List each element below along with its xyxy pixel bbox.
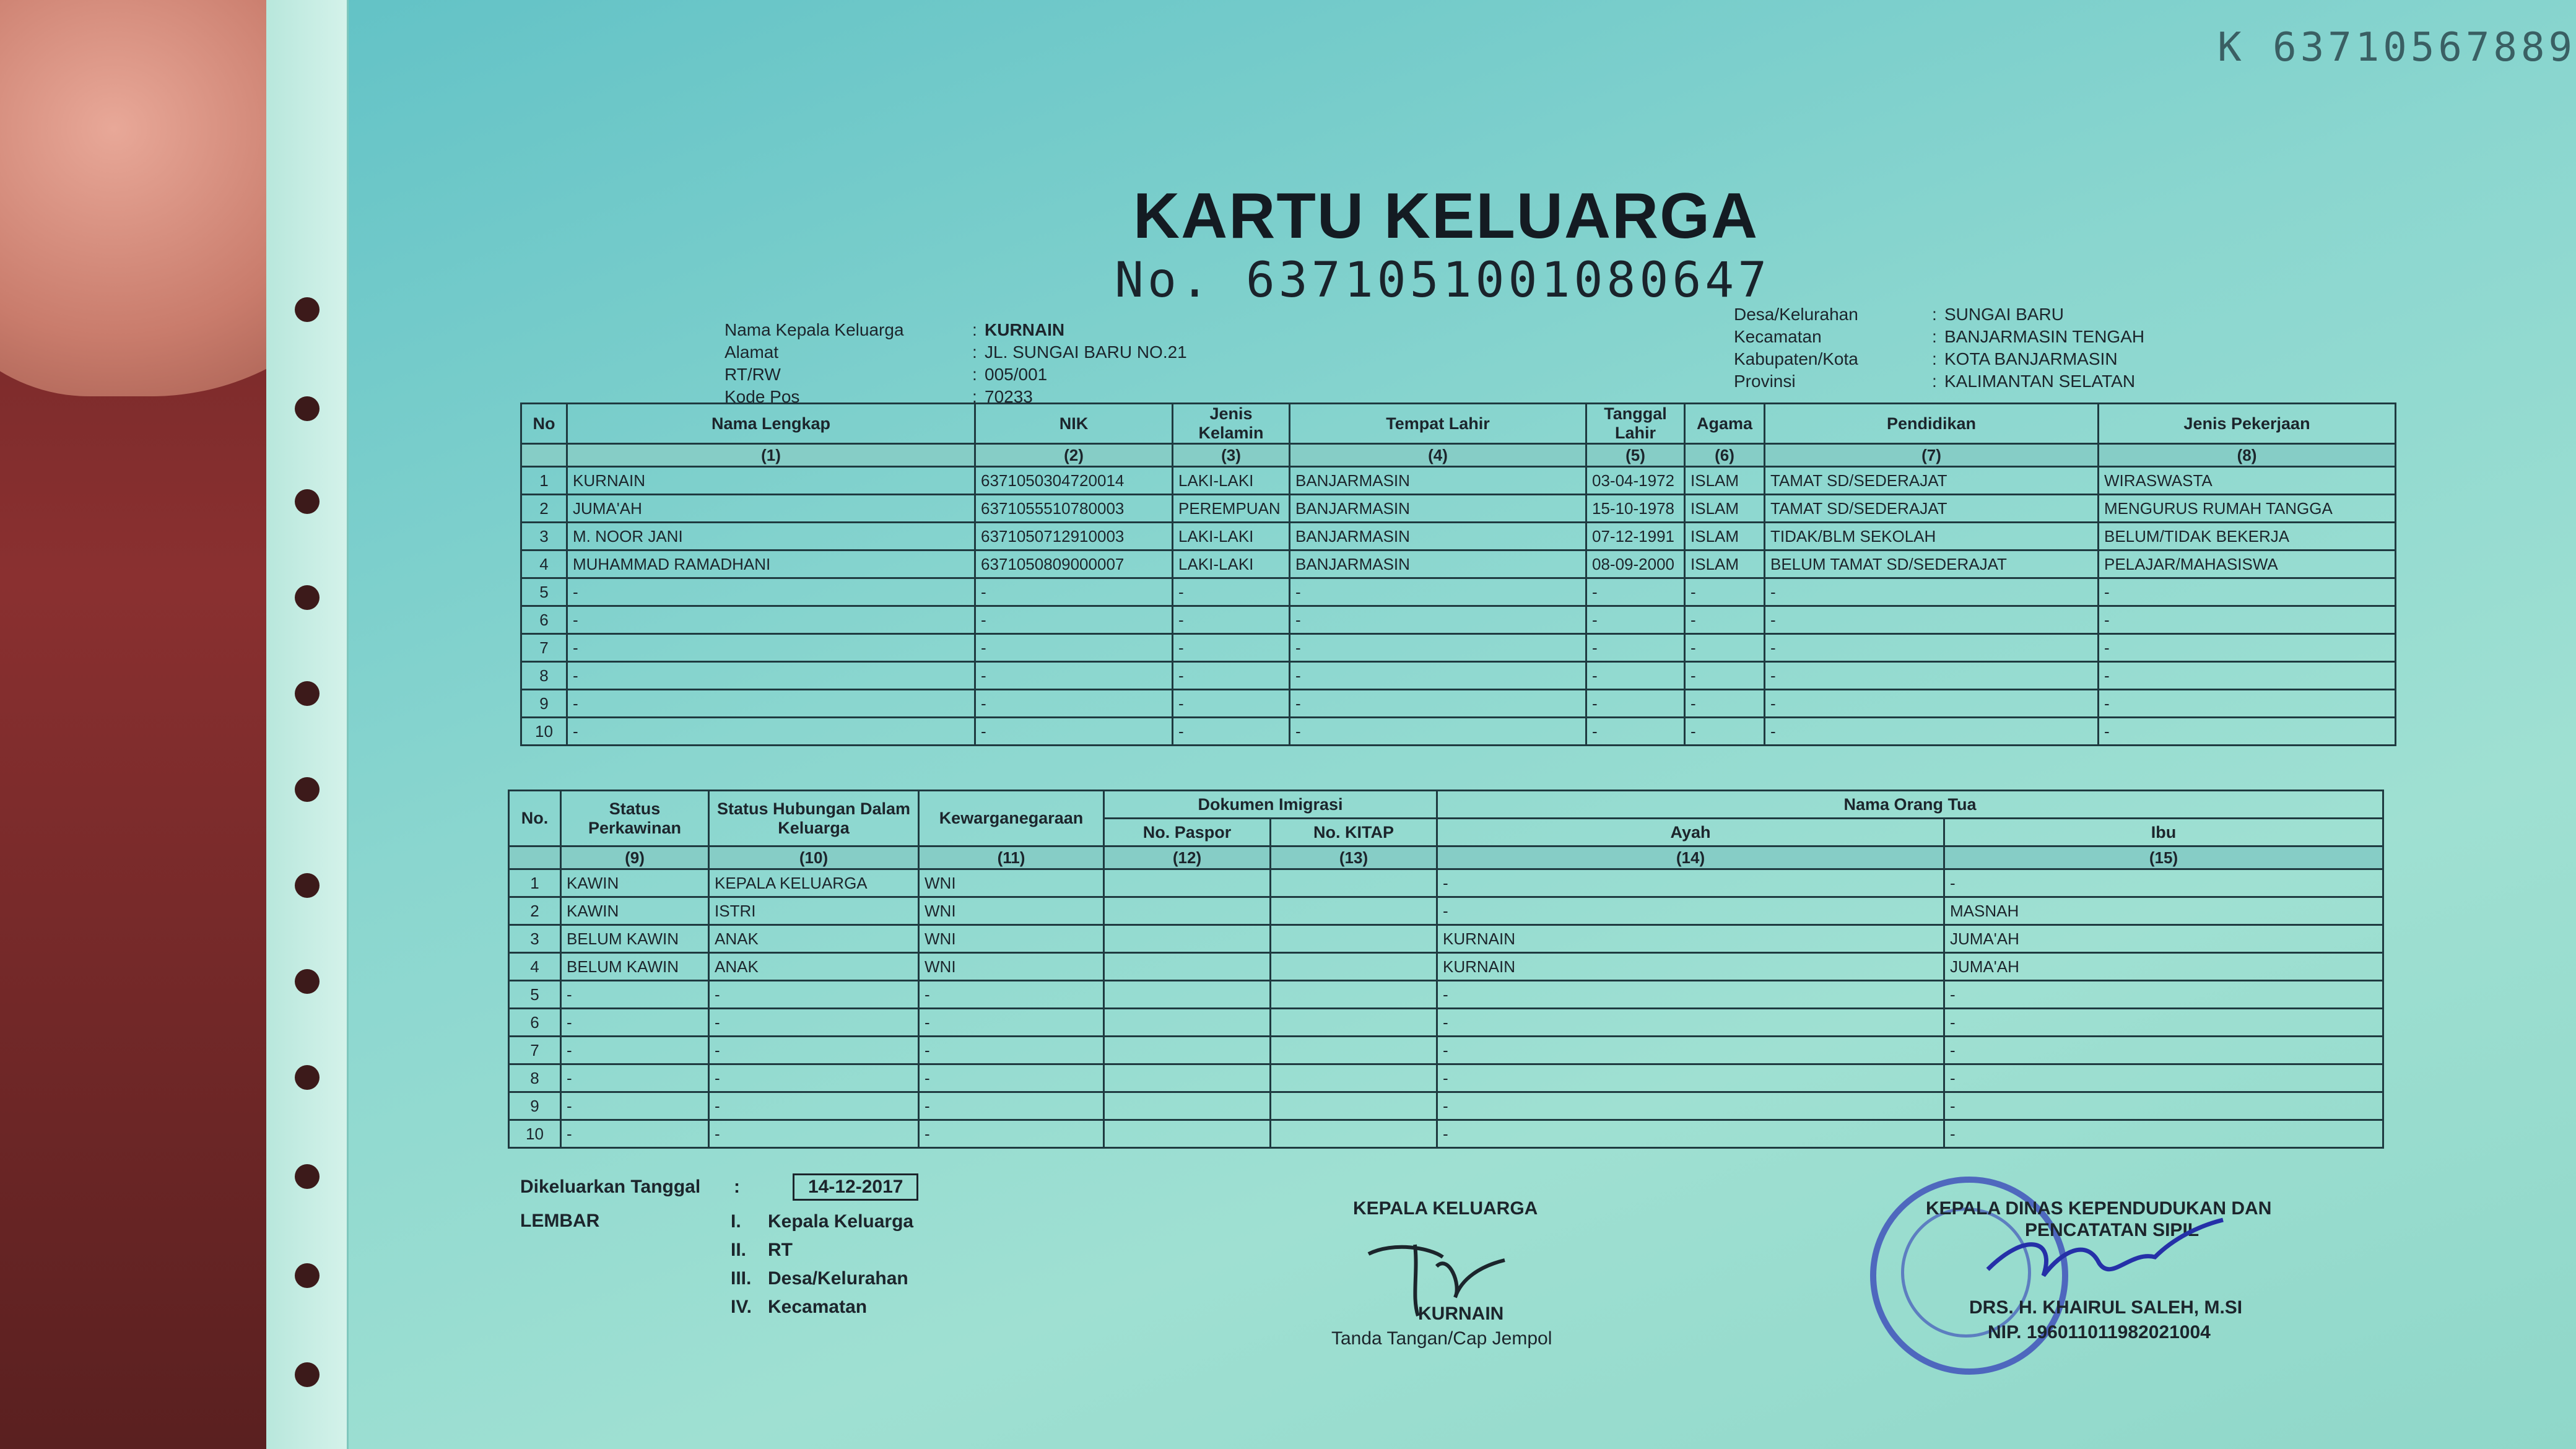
table-cell: -: [1173, 634, 1290, 662]
table-cell: -: [1290, 606, 1586, 634]
table-cell: -: [1586, 578, 1685, 606]
table-cell: [1104, 925, 1271, 953]
issued-date: 14-12-2017: [793, 1173, 918, 1201]
table-cell: ISTRI: [709, 897, 919, 925]
status-parents-table: [508, 790, 2384, 1149]
table-cell: -: [567, 634, 975, 662]
table-cell: 6: [521, 606, 567, 634]
official-nip: NIP. 196011011982021004: [1988, 1322, 2211, 1342]
table-cell: -: [1944, 1120, 2383, 1148]
table-row: [521, 495, 2396, 523]
table-cell: -: [919, 981, 1104, 1009]
table-cell: -: [709, 1092, 919, 1120]
table-cell: JUMA'AH: [1944, 925, 2383, 953]
table-cell: -: [567, 578, 975, 606]
table-cell: -: [1586, 690, 1685, 718]
table-cell: -: [919, 1009, 1104, 1037]
header-value: 005/001: [985, 365, 1048, 384]
table-cell: -: [1944, 1009, 2383, 1037]
tractor-feed-strip: [266, 0, 349, 1449]
col-header: Pendidikan: [1765, 404, 2099, 444]
table-row: [521, 550, 2396, 578]
table-cell: -: [1685, 662, 1765, 690]
header-label: Kode Pos: [724, 387, 800, 406]
table-cell: -: [1685, 718, 1765, 746]
table-row: [521, 662, 2396, 690]
col-number: (3): [1173, 444, 1290, 467]
table-cell: TAMAT SD/SEDERAJAT: [1765, 495, 2099, 523]
table-cell: BELUM KAWIN: [561, 953, 709, 981]
table-cell: -: [709, 1120, 919, 1148]
table-cell: -: [561, 1120, 709, 1148]
header-value: KALIMANTAN SELATAN: [1944, 372, 2136, 391]
table-cell: -: [2099, 662, 2396, 690]
table-cell: -: [709, 1064, 919, 1092]
table-cell: WNI: [919, 925, 1104, 953]
col-number: (1): [567, 444, 975, 467]
table-cell: -: [1685, 690, 1765, 718]
header-label: Alamat: [724, 342, 779, 362]
lembar-num: III.: [731, 1268, 752, 1289]
col-number: (12): [1104, 846, 1271, 869]
header-value: SUNGAI BARU: [1944, 305, 2064, 324]
table-cell: -: [1437, 869, 1944, 897]
lembar-num: IV.: [731, 1297, 752, 1317]
table-cell: ISLAM: [1685, 467, 1765, 495]
col-header: Ibu: [1944, 819, 2383, 846]
table-cell: 6371050304720014: [975, 467, 1173, 495]
header-row: RT/RW : 005/001: [724, 363, 1187, 386]
col-header: Jenis Kelamin: [1173, 404, 1290, 444]
col-number: [509, 846, 561, 869]
table-cell: KEPALA KELUARGA: [709, 869, 919, 897]
table-cell: PEREMPUAN: [1173, 495, 1290, 523]
table-cell: BELUM/TIDAK BEKERJA: [2099, 523, 2396, 550]
table-cell: 8: [521, 662, 567, 690]
table-row: [521, 718, 2396, 746]
table-row: [521, 606, 2396, 634]
col-number: [521, 444, 567, 467]
table-cell: BANJARMASIN: [1290, 523, 1586, 550]
table-cell: -: [1290, 662, 1586, 690]
col-header: Ayah: [1437, 819, 1944, 846]
table-cell: -: [1586, 718, 1685, 746]
table-cell: 7: [509, 1037, 561, 1064]
table-cell: MUHAMMAD RAMADHANI: [567, 550, 975, 578]
table-cell: -: [1944, 1037, 2383, 1064]
col-header: No. KITAP: [1271, 819, 1437, 846]
table-cell: -: [975, 606, 1173, 634]
table-cell: KURNAIN: [567, 467, 975, 495]
table-cell: -: [1173, 606, 1290, 634]
table-cell: 03-04-1972: [1586, 467, 1685, 495]
table-cell: [1104, 981, 1271, 1009]
signature-caption: Tanda Tangan/Cap Jempol: [1331, 1328, 1552, 1349]
head-of-family-name: KURNAIN: [1418, 1303, 1504, 1324]
table-cell: WNI: [919, 897, 1104, 925]
lembar-list: [731, 1208, 913, 1321]
table-cell: ISLAM: [1685, 495, 1765, 523]
table-cell: -: [1290, 634, 1586, 662]
table-cell: BANJARMASIN: [1290, 495, 1586, 523]
table-cell: -: [1765, 606, 2099, 634]
table-cell: 6: [509, 1009, 561, 1037]
table-cell: -: [2099, 634, 2396, 662]
table-row: [521, 523, 2396, 550]
table-cell: -: [1586, 606, 1685, 634]
table-cell: 6371050809000007: [975, 550, 1173, 578]
table-cell: -: [1586, 634, 1685, 662]
header-label: Nama Kepala Keluarga: [724, 320, 904, 339]
table-cell: [1104, 953, 1271, 981]
table-row: [509, 925, 2383, 953]
table-cell: 2: [509, 897, 561, 925]
header-row: Kecamatan : BANJARMASIN TENGAH: [1734, 326, 2144, 348]
table-cell: -: [1437, 981, 1944, 1009]
table-cell: [1104, 1037, 1271, 1064]
table-cell: -: [1586, 662, 1685, 690]
table-cell: 15-10-1978: [1586, 495, 1685, 523]
column-number-row: [509, 846, 2383, 869]
table-cell: BANJARMASIN: [1290, 550, 1586, 578]
table-cell: JUMA'AH: [567, 495, 975, 523]
table-cell: [1271, 981, 1437, 1009]
col-header: No.: [509, 791, 561, 846]
table-row: [509, 1120, 2383, 1148]
table-cell: KURNAIN: [1437, 953, 1944, 981]
col-header: No. Paspor: [1104, 819, 1271, 846]
col-header: Jenis Pekerjaan: [2099, 404, 2396, 444]
table-cell: M. NOOR JANI: [567, 523, 975, 550]
table-cell: -: [919, 1064, 1104, 1092]
header-row: Nama Kepala Keluarga : KURNAIN: [724, 319, 1187, 341]
table-cell: -: [1437, 897, 1944, 925]
table-cell: -: [709, 1037, 919, 1064]
header-left-info: [724, 319, 1187, 408]
table-cell: -: [561, 1064, 709, 1092]
card-number: No. 6371051001080647: [1115, 253, 1771, 308]
table-cell: MENGURUS RUMAH TANGGA: [2099, 495, 2396, 523]
table-cell: -: [2099, 690, 2396, 718]
header-row: Provinsi : KALIMANTAN SELATAN: [1734, 370, 2144, 393]
table-cell: 1: [509, 869, 561, 897]
header-row: Desa/Kelurahan : SUNGAI BARU: [1734, 303, 2144, 326]
column-number-row: [521, 444, 2396, 467]
col-number: (11): [919, 846, 1104, 869]
table-row: [509, 869, 2383, 897]
table-cell: -: [561, 1092, 709, 1120]
header-right-info: [1734, 303, 2144, 393]
table-row: [509, 1064, 2383, 1092]
table-cell: KAWIN: [561, 897, 709, 925]
table-cell: -: [1290, 578, 1586, 606]
official-name: DRS. H. KHAIRUL SALEH, M.SI: [1969, 1297, 2243, 1318]
lembar-label: LEMBAR: [520, 1211, 600, 1231]
table-cell: 9: [521, 690, 567, 718]
table-cell: ISLAM: [1685, 550, 1765, 578]
table-cell: -: [2099, 578, 2396, 606]
table-cell: -: [1437, 1120, 1944, 1148]
col-header: Tanggal Lahir: [1586, 404, 1685, 444]
table-cell: WNI: [919, 953, 1104, 981]
lembar-text: Kecamatan: [768, 1297, 868, 1317]
table-cell: [1271, 869, 1437, 897]
header-label: RT/RW: [724, 365, 781, 384]
table-cell: [1271, 1092, 1437, 1120]
table-cell: LAKI-LAKI: [1173, 467, 1290, 495]
col-number: (2): [975, 444, 1173, 467]
lembar-num: II.: [731, 1240, 747, 1260]
head-of-family-title: KEPALA KELUARGA: [1353, 1198, 1538, 1219]
table-cell: -: [975, 578, 1173, 606]
header-label: Desa/Kelurahan: [1734, 305, 1858, 324]
table-cell: 10: [521, 718, 567, 746]
table-cell: -: [561, 1009, 709, 1037]
document-title: KARTU KELUARGA: [1133, 180, 1759, 252]
lembar-item: [731, 1208, 913, 1236]
header-row: Kode Pos : 70233: [724, 386, 1187, 408]
table-cell: -: [1765, 662, 2099, 690]
table-cell: -: [709, 1009, 919, 1037]
lembar-text: RT: [768, 1240, 793, 1260]
table-row: [509, 1009, 2383, 1037]
table-cell: -: [1765, 634, 2099, 662]
feed-hole: [295, 1362, 320, 1387]
feed-hole: [295, 1263, 320, 1288]
feed-hole: [295, 1164, 320, 1189]
office-title-line2: PENCATATAN SIPIL: [2025, 1220, 2200, 1240]
header-value: 70233: [985, 387, 1033, 406]
table-cell: 7: [521, 634, 567, 662]
col-number: (4): [1290, 444, 1586, 467]
table-cell: MASNAH: [1944, 897, 2383, 925]
table-cell: BELUM TAMAT SD/SEDERAJAT: [1765, 550, 2099, 578]
table-cell: 4: [521, 550, 567, 578]
table-cell: [1104, 1009, 1271, 1037]
table-row: [509, 953, 2383, 981]
table-cell: BELUM KAWIN: [561, 925, 709, 953]
office-title-line1: KEPALA DINAS KEPENDUDUKAN DAN: [1926, 1198, 2272, 1219]
table-cell: ANAK: [709, 953, 919, 981]
feed-hole: [295, 1065, 320, 1090]
col-number: (10): [709, 846, 919, 869]
table-row: [509, 1037, 2383, 1064]
feed-hole: [295, 681, 320, 706]
table-cell: [1104, 1092, 1271, 1120]
col-header: Nama Lengkap: [567, 404, 975, 444]
header-value: BANJARMASIN TENGAH: [1944, 327, 2145, 346]
table-cell: 4: [509, 953, 561, 981]
table-cell: [1271, 1037, 1437, 1064]
header-value: JL. SUNGAI BARU NO.21: [985, 342, 1187, 362]
table-cell: WIRASWASTA: [2099, 467, 2396, 495]
lembar-text: Desa/Kelurahan: [768, 1268, 908, 1289]
col-number: (13): [1271, 846, 1437, 869]
lembar-text: Kepala Keluarga: [768, 1211, 914, 1232]
table-cell: [1104, 1120, 1271, 1148]
table-cell: -: [975, 634, 1173, 662]
lembar-item: [731, 1236, 913, 1264]
table-cell: -: [561, 981, 709, 1009]
col-number: (5): [1586, 444, 1685, 467]
table-cell: -: [567, 718, 975, 746]
table-cell: BANJARMASIN: [1290, 467, 1586, 495]
table-cell: -: [919, 1092, 1104, 1120]
table-cell: 2: [521, 495, 567, 523]
table-cell: WNI: [919, 869, 1104, 897]
col-header: NIK: [975, 404, 1173, 444]
col-header: Dokumen Imigrasi: [1104, 791, 1437, 819]
header-label: Provinsi: [1734, 372, 1796, 391]
table-cell: -: [919, 1120, 1104, 1148]
feed-hole: [295, 777, 320, 802]
header-row: Kabupaten/Kota : KOTA BANJARMASIN: [1734, 348, 2144, 370]
table-cell: TAMAT SD/SEDERAJAT: [1765, 467, 2099, 495]
feed-hole: [295, 297, 320, 322]
table-cell: -: [1173, 662, 1290, 690]
table-cell: -: [1944, 981, 2383, 1009]
table-cell: -: [1437, 1064, 1944, 1092]
table-cell: 6371050712910003: [975, 523, 1173, 550]
table-cell: -: [1290, 718, 1586, 746]
table-cell: 3: [521, 523, 567, 550]
table-cell: -: [709, 981, 919, 1009]
table-cell: [1271, 1120, 1437, 1148]
table-cell: -: [1765, 718, 2099, 746]
col-number: (14): [1437, 846, 1944, 869]
table-cell: 3: [509, 925, 561, 953]
table-row: [509, 897, 2383, 925]
table-cell: ANAK: [709, 925, 919, 953]
feed-hole: [295, 585, 320, 610]
table-cell: -: [1173, 690, 1290, 718]
table-cell: -: [1685, 606, 1765, 634]
col-number: (8): [2099, 444, 2396, 467]
header-row: Alamat : JL. SUNGAI BARU NO.21: [724, 341, 1187, 363]
table-cell: [1104, 869, 1271, 897]
table-cell: [1271, 1009, 1437, 1037]
table-cell: -: [567, 690, 975, 718]
lembar-num: I.: [731, 1211, 741, 1232]
table-cell: -: [2099, 606, 2396, 634]
table-cell: 6371055510780003: [975, 495, 1173, 523]
table-cell: 07-12-1991: [1586, 523, 1685, 550]
table-row: [521, 467, 2396, 495]
table-cell: KAWIN: [561, 869, 709, 897]
table-row: [521, 578, 2396, 606]
lembar-item: [731, 1293, 913, 1321]
feed-hole: [295, 489, 320, 514]
feed-hole: [295, 969, 320, 994]
table-cell: TIDAK/BLM SEKOLAH: [1765, 523, 2099, 550]
table-cell: -: [1290, 690, 1586, 718]
table-cell: -: [561, 1037, 709, 1064]
header-label: Kabupaten/Kota: [1734, 349, 1858, 368]
col-header: Agama: [1685, 404, 1765, 444]
feed-hole: [295, 396, 320, 421]
col-number: (6): [1685, 444, 1765, 467]
lembar-item: [731, 1264, 913, 1293]
table-cell: ISLAM: [1685, 523, 1765, 550]
table-cell: -: [975, 662, 1173, 690]
table-cell: LAKI-LAKI: [1173, 550, 1290, 578]
table-cell: -: [2099, 718, 2396, 746]
family-members-table: [520, 402, 2396, 746]
table-cell: 10: [509, 1120, 561, 1148]
table-cell: -: [1437, 1092, 1944, 1120]
col-header: Tempat Lahir: [1290, 404, 1586, 444]
feed-hole: [295, 873, 320, 898]
table-cell: 9: [509, 1092, 561, 1120]
table-cell: -: [1173, 578, 1290, 606]
table-cell: -: [975, 718, 1173, 746]
header-value: KURNAIN: [985, 320, 1065, 339]
table-cell: -: [567, 662, 975, 690]
table-cell: 5: [509, 981, 561, 1009]
issued-date-label: Dikeluarkan Tanggal: [520, 1177, 701, 1197]
header-value: KOTA BANJARMASIN: [1944, 349, 2118, 368]
table-cell: [1271, 1064, 1437, 1092]
col-header: Nama Orang Tua: [1437, 791, 2383, 819]
table-cell: JUMA'AH: [1944, 953, 2383, 981]
table-cell: 1: [521, 467, 567, 495]
table-cell: 8: [509, 1064, 561, 1092]
table-cell: -: [1685, 578, 1765, 606]
table-cell: -: [1437, 1009, 1944, 1037]
table-cell: -: [567, 606, 975, 634]
table-cell: -: [1765, 578, 2099, 606]
table-cell: KURNAIN: [1437, 925, 1944, 953]
col-header: No: [521, 404, 567, 444]
table-row: [521, 690, 2396, 718]
table-row: [521, 634, 2396, 662]
col-header: Status Hubungan Dalam Keluarga: [709, 791, 919, 846]
table-cell: -: [1944, 1064, 2383, 1092]
table-cell: -: [1944, 869, 2383, 897]
serial-number: K 63710567889: [2217, 25, 2576, 71]
table-cell: [1271, 897, 1437, 925]
table-cell: -: [1765, 690, 2099, 718]
table-cell: -: [1685, 634, 1765, 662]
table-cell: PELAJAR/MAHASISWA: [2099, 550, 2396, 578]
table-cell: 5: [521, 578, 567, 606]
table-cell: LAKI-LAKI: [1173, 523, 1290, 550]
table-cell: -: [975, 690, 1173, 718]
table-row: [509, 1092, 2383, 1120]
table-cell: -: [1173, 718, 1290, 746]
header-label: Kecamatan: [1734, 327, 1822, 346]
table-cell: -: [919, 1037, 1104, 1064]
table-row: [509, 981, 2383, 1009]
table-cell: 08-09-2000: [1586, 550, 1685, 578]
table-cell: [1104, 1064, 1271, 1092]
table-cell: -: [1437, 1037, 1944, 1064]
col-number: (9): [561, 846, 709, 869]
col-number: (7): [1765, 444, 2099, 467]
table-cell: [1104, 897, 1271, 925]
col-header: Kewarganegaraan: [919, 791, 1104, 846]
col-number: (15): [1944, 846, 2383, 869]
table-cell: -: [1944, 1092, 2383, 1120]
col-header: Status Perkawinan: [561, 791, 709, 846]
table-cell: [1271, 953, 1437, 981]
table-cell: [1271, 925, 1437, 953]
